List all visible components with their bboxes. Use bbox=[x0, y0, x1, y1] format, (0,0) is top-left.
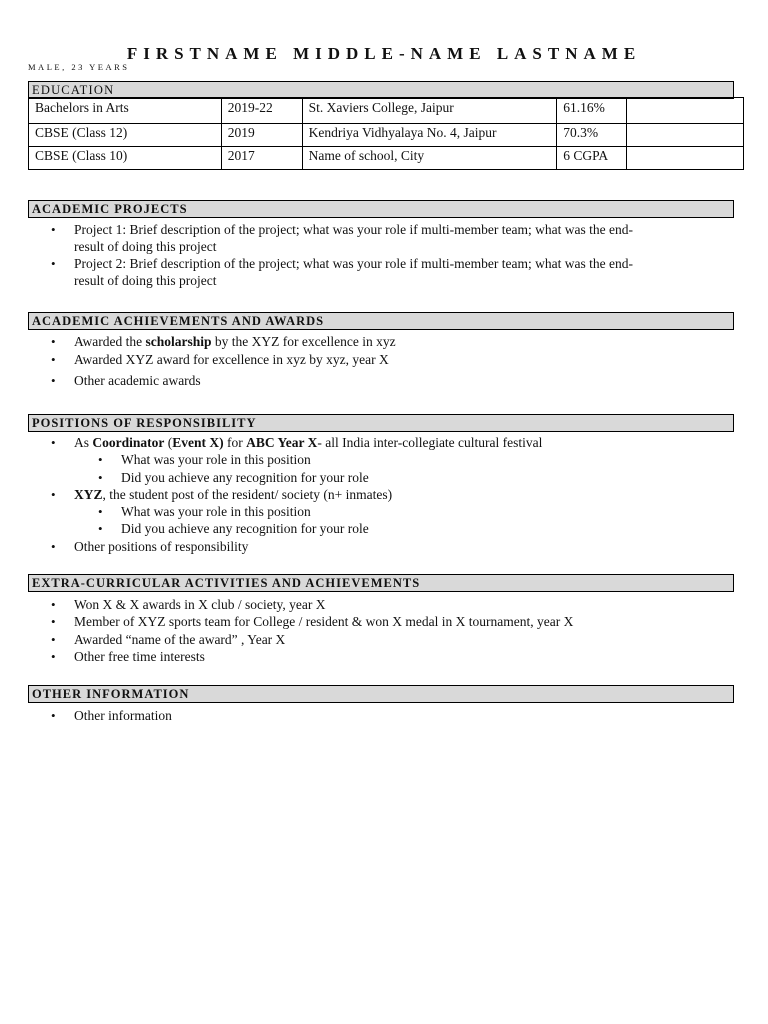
candidate-name: FIRSTNAME MIDDLE-NAME LASTNAME bbox=[126, 44, 642, 63]
bold-text: Event X) bbox=[172, 435, 224, 450]
text-segment: by the XYZ for excellence in xyz bbox=[211, 334, 396, 349]
extracurricular-header: EXTRA-CURRICULAR ACTIVITIES AND ACHIEVEMENTS bbox=[28, 574, 734, 592]
list-item-line: Project 1: Brief description of the project; what was your role if multi-member team; what was the end- bbox=[74, 222, 633, 237]
education-table bbox=[28, 97, 744, 170]
list-item: • Won X & X awards in X club / society, year X bbox=[74, 596, 734, 613]
list-item-line: result of doing this project bbox=[74, 273, 217, 288]
bold-text: XYZ bbox=[74, 487, 103, 502]
bold-text: ABC Year X bbox=[246, 435, 318, 450]
sub-list-item: • Did you achieve any recognition for your role bbox=[121, 469, 768, 486]
text-segment: for bbox=[223, 435, 247, 450]
institution-cell: St. Xaviers College, Jaipur bbox=[302, 98, 557, 124]
list-item: • Awarded XYZ award for excellence in xyz by xyz, year X bbox=[74, 351, 734, 368]
table-row bbox=[29, 147, 744, 170]
text-segment: Awarded the bbox=[74, 334, 146, 349]
score-cell: 70.3% bbox=[557, 124, 627, 147]
year-cell: 2019-22 bbox=[221, 98, 302, 124]
score-cell: 61.16% bbox=[557, 98, 627, 124]
list-item: • Awarded “name of the award” , Year X bbox=[74, 631, 734, 648]
education-header: EDUCATION bbox=[28, 81, 734, 99]
other-info-header: OTHER INFORMATION bbox=[28, 685, 734, 703]
text-segment: , the student post of the resident/ society (n+ inmates) bbox=[102, 487, 393, 502]
empty-cell bbox=[627, 124, 744, 147]
bold-text: Coordinator bbox=[92, 435, 165, 450]
score-cell: 6 CGPA bbox=[557, 147, 627, 170]
list-item bbox=[74, 333, 734, 350]
table-row bbox=[29, 124, 744, 147]
text-segment: ( bbox=[164, 435, 173, 450]
text-segment: - all India inter-collegiate cultural festival bbox=[317, 435, 543, 450]
year-cell: 2017 bbox=[221, 147, 302, 170]
achievements-header: ACADEMIC ACHIEVEMENTS AND AWARDS bbox=[28, 312, 734, 330]
sub-list-item: • What was your role in this position bbox=[121, 503, 768, 520]
list-item bbox=[74, 486, 734, 503]
bold-text: scholarship bbox=[145, 334, 212, 349]
list-item bbox=[74, 434, 734, 451]
list-item bbox=[74, 221, 734, 255]
degree-cell: CBSE (Class 12) bbox=[29, 124, 222, 147]
list-item-line: Project 2: Brief description of the project; what was your role if multi-member team; what was the end- bbox=[74, 256, 633, 271]
list-item: • Member of XYZ sports team for College / resident & won X medal in X tournament, year X bbox=[74, 613, 734, 630]
list-item: • Other free time interests bbox=[74, 648, 734, 665]
projects-header: ACADEMIC PROJECTS bbox=[28, 200, 734, 218]
institution-cell: Kendriya Vidhyalaya No. 4, Jaipur bbox=[302, 124, 557, 147]
candidate-details: MALE, 23 YEARS bbox=[28, 62, 130, 72]
list-item bbox=[74, 255, 734, 289]
text-segment: As bbox=[74, 435, 93, 450]
year-cell: 2019 bbox=[221, 124, 302, 147]
empty-cell bbox=[627, 98, 744, 124]
institution-cell: Name of school, City bbox=[302, 147, 557, 170]
list-item-line: result of doing this project bbox=[74, 239, 217, 254]
list-item: • Other positions of responsibility bbox=[74, 538, 734, 555]
positions-header: POSITIONS OF RESPONSIBILITY bbox=[28, 414, 734, 432]
table-row bbox=[29, 98, 744, 124]
degree-cell: CBSE (Class 10) bbox=[29, 147, 222, 170]
empty-cell bbox=[627, 147, 744, 170]
list-item: • Other information bbox=[74, 707, 734, 724]
degree-cell: Bachelors in Arts bbox=[29, 98, 222, 124]
list-item: • Other academic awards bbox=[74, 372, 734, 389]
sub-list-item: • What was your role in this position bbox=[121, 451, 768, 468]
sub-list-item: • Did you achieve any recognition for your role bbox=[121, 520, 768, 537]
